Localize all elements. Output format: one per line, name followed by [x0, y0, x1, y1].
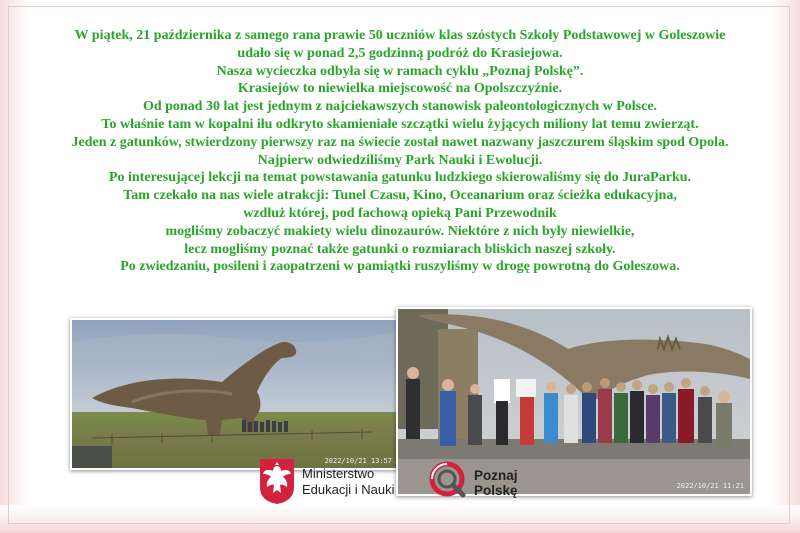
- ministry-name: [302, 466, 395, 498]
- article-text: [30, 27, 770, 276]
- text-line: udało się w ponad 2,5 godzinną podróż do Krasiejowa.: [237, 45, 563, 61]
- text-line: Jeden z gatunków, stwierdzony pierwszy raz na świecie został nawet nazwany jaszczurem śląskim spod Opola.: [71, 134, 729, 150]
- text-line: Od ponad 30 lat jest jednym z najciekawszych stanowisk paleontologicznych w Polsce.: [142, 99, 658, 115]
- dinosaur-park-photo: [70, 318, 398, 470]
- text-line: Najpierw odwiedziliśmy Park Nauki i Ewolucji.: [257, 152, 543, 168]
- text-line: Nasza wycieczka odbyła się w ramach cyklu „Poznaj Polskę”.: [216, 63, 584, 79]
- text-line: wzdłuż której, pod fachową opieką Pani Przewodnik: [243, 205, 557, 221]
- magnifier-logo-icon: [428, 460, 468, 500]
- program-name: [474, 468, 518, 498]
- program-name-line2: Polskę: [474, 483, 518, 498]
- text-line: lecz mogliśmy poznać także gatunki o rozmiarach bliskich naszej szkoły.: [184, 241, 616, 257]
- text-line: Po zwiedzaniu, posileni i zaopatrzeni w pamiątki ruszyliśmy w drogę powrotną do Goleszowa.: [120, 259, 680, 275]
- text-line: Krasiejów to niewielka miejscowość na Opolszczyźnie.: [237, 81, 563, 97]
- text-line: Tam czekało na nas wiele atrakcji: Tunel Czasu, Kino, Oceanarium oraz ścieżka edukacyjna,: [123, 188, 677, 204]
- ministry-logo: [258, 457, 398, 507]
- text-line: mogliśmy zobaczyć makiety wielu dinozaurów. Niektóre z nich były niewielkie,: [165, 223, 635, 239]
- text-line: Po interesującej lekcji na temat powstawania gatunku ludzkiego skierowaliśmy się do JuraParku.: [108, 170, 692, 186]
- eagle-emblem-icon: [258, 457, 296, 505]
- photo-timestamp: 2022/10/21 11:21: [676, 482, 744, 490]
- text-line: To właśnie tam w kopalni iłu odkryto skamieniałe szczątki wielu żyjących miliony lat temu zwierząt.: [101, 116, 699, 132]
- program-name-line1: Poznaj: [474, 468, 518, 483]
- ministry-name-line1: Ministerstwo: [302, 466, 375, 481]
- ministry-name-line2: Edukacji i Nauki: [302, 482, 395, 497]
- text-line: W piątek, 21 października z samego rana prawie 50 uczniów klas szóstych Szkoły Podstawowej w Goleszowie: [74, 28, 726, 43]
- photo-timestamp: 2022/10/21 13:57: [324, 457, 392, 465]
- poznaj-polske-logo: [428, 460, 548, 506]
